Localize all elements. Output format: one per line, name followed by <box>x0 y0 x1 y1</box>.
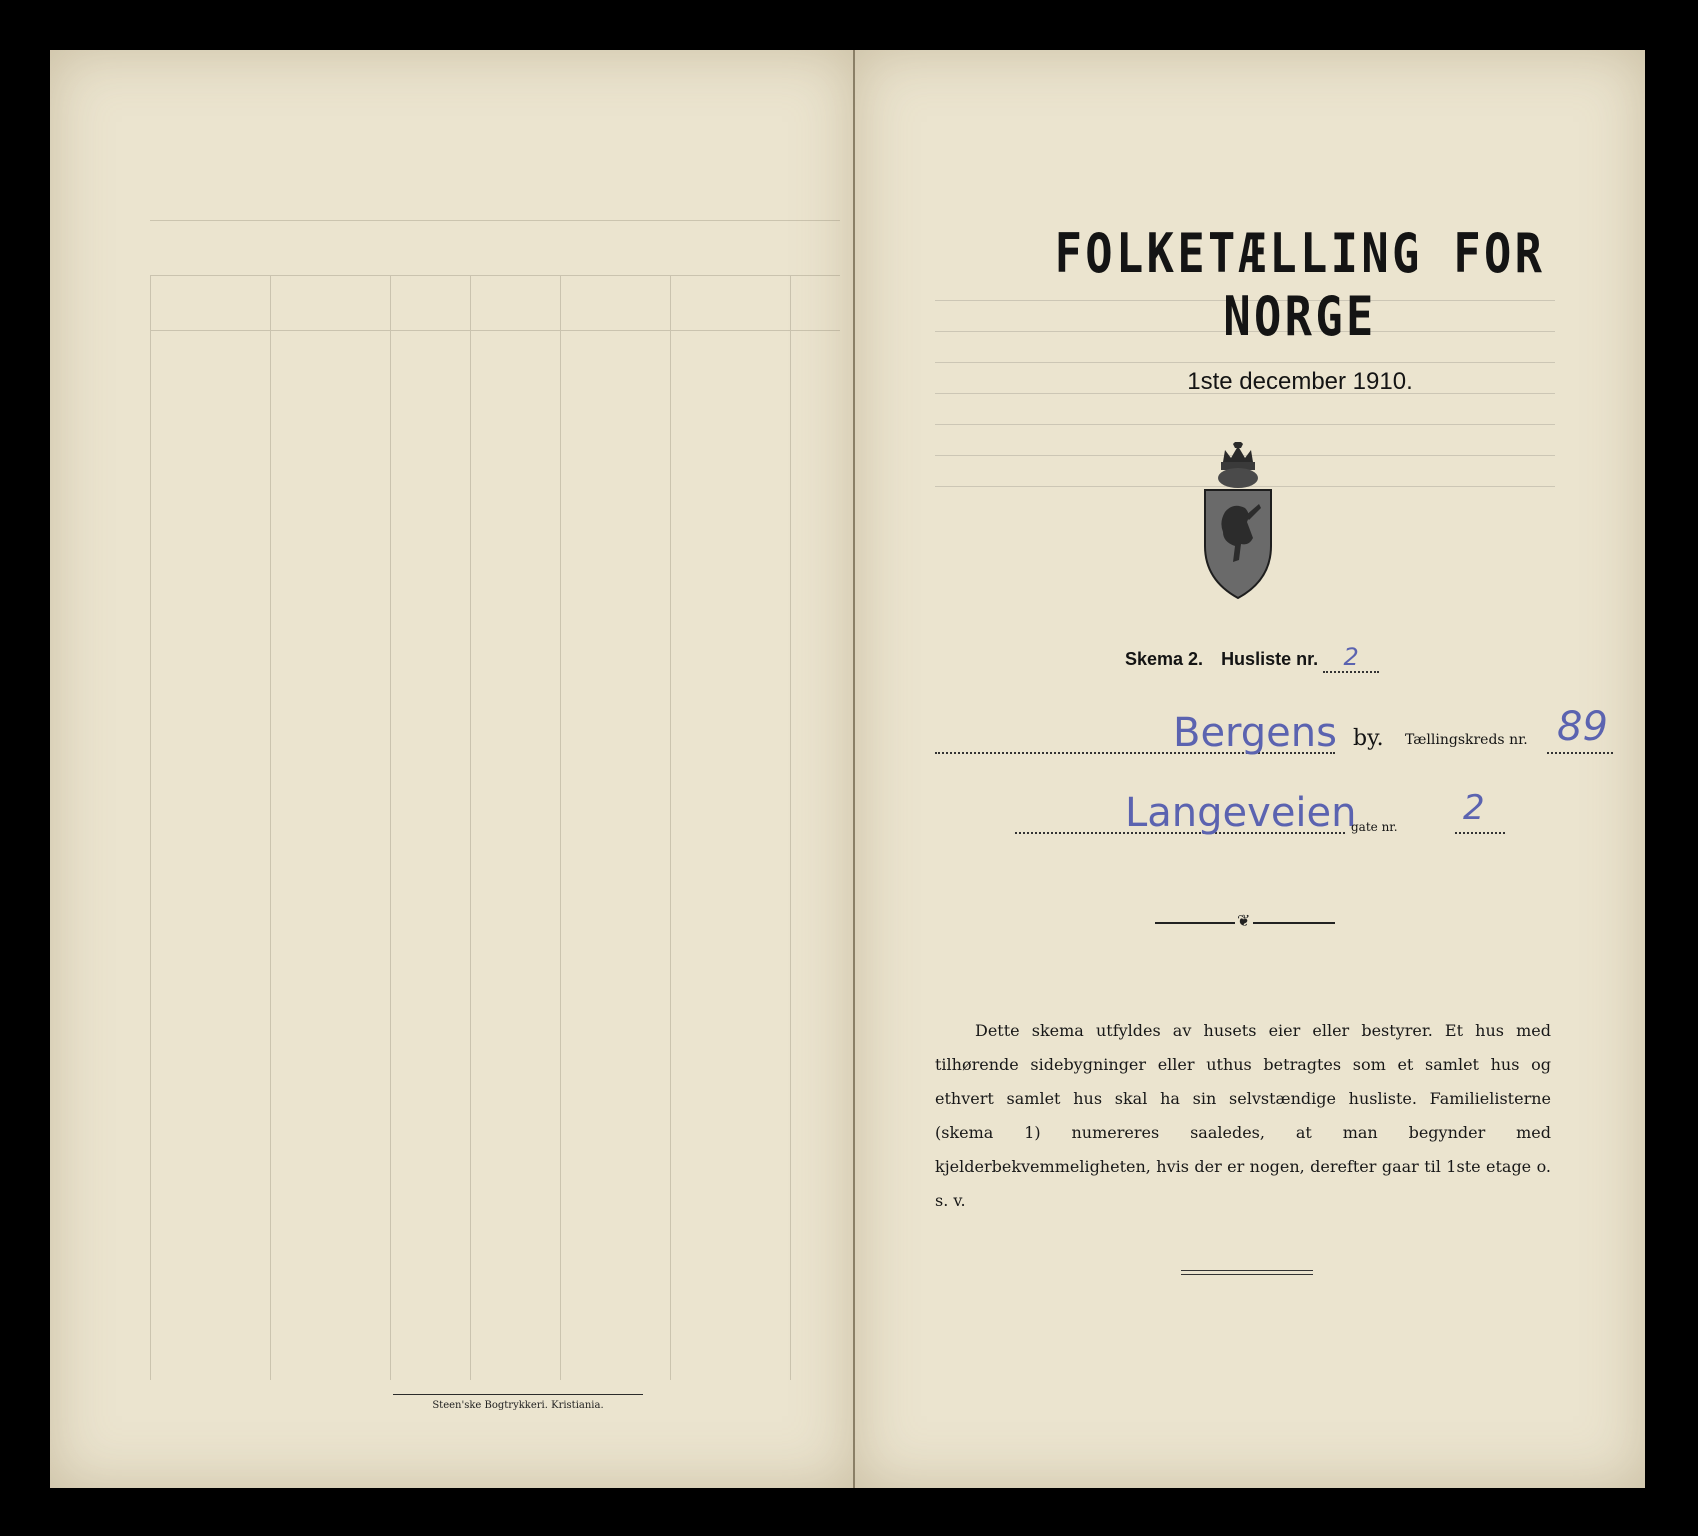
divider-ornament <box>1155 911 1335 934</box>
husliste-label: Husliste nr. <box>1221 649 1319 669</box>
left-page <box>50 50 854 1488</box>
city-row <box>935 704 1625 760</box>
form-title: FOLKETÆLLING FOR NORGE <box>1054 222 1546 348</box>
printer-rule <box>393 1394 643 1395</box>
husliste-number-field[interactable]: 2 <box>1323 643 1379 673</box>
skema-label: Skema 2. <box>1125 649 1204 669</box>
kreds-label: Tællingskreds nr. <box>1405 732 1528 748</box>
street-row <box>1015 790 1615 840</box>
by-label: by. <box>1353 726 1384 751</box>
fleuron-icon: ❦ <box>1237 911 1251 930</box>
right-page <box>853 50 1645 1488</box>
bottom-rule-second <box>1181 1274 1313 1275</box>
schema-line <box>1125 643 1379 673</box>
city-field[interactable]: Bergens <box>1173 710 1337 756</box>
gate-label: gate nr. <box>1351 820 1398 834</box>
instructions-paragraph: Dette skema utfyldes av husets eier eller bestyrer. Et hus med tilhørende sidebygninger eller uthus betragtes som et samlet hus og ethvert samlet hus skal ha sin selvstændige husliste. Familielisterne (skema 1) numereres saaledes, at man begynder med kjelderbekvemmeligheten, hvis der er nogen, derefter gaar til 1ste etage o. s. v. <box>935 1021 1551 1210</box>
kreds-number-field[interactable]: 89 <box>1557 704 1608 750</box>
bleed-through-table <box>150 220 840 1380</box>
bottom-rule <box>1181 1270 1313 1271</box>
coat-of-arms-icon <box>1193 442 1283 602</box>
street-field[interactable]: Langeveien <box>1125 790 1357 836</box>
form-date: 1ste december 1910. <box>1187 368 1413 395</box>
printer-imprint: Steen'ske Bogtrykkeri. Kristiania. <box>432 1400 604 1411</box>
gate-number-field[interactable]: 2 <box>1463 788 1485 828</box>
